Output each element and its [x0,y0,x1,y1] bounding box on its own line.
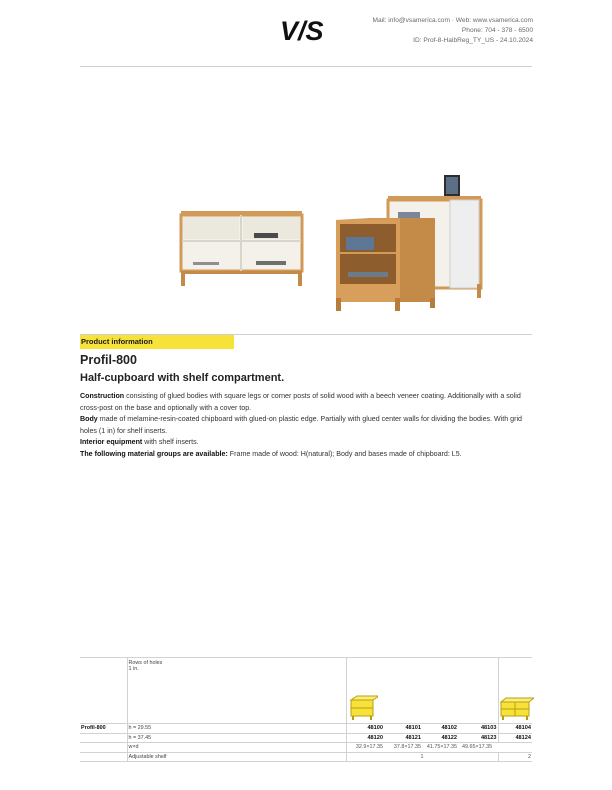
article-code: 48104 [498,724,532,734]
svg-text:V/S: V/S [280,16,324,45]
thumb-cell-small [346,658,498,724]
article-code: 48124 [498,733,532,743]
construction-text: consisting of glued bodies with square legs or corner posts of solid wood with a beech veneer coating. Additionally with a solid cross-post on the base and optionally with a cover top. [80,392,521,412]
height-label-1: h = 29.55 [127,724,346,734]
contact-phone: Phone: 704 - 378 - 6500 [461,27,533,34]
body-paragraph [80,414,532,437]
document-id: ID: Prof-8-HalbReg_TY_US - 24.10.2024 [413,37,533,44]
empty-cell [80,743,127,753]
dimension-value: 41.75×17.35 [422,743,458,753]
construction-paragraph [80,391,532,414]
product-image [80,162,532,312]
header-empty-cell [80,658,127,724]
shelf-unit-left [181,211,302,286]
construction-label: Construction [80,392,125,400]
spec-table [80,657,532,762]
contact-email-web: Mail: info@vsamerica.com · Web: www.vsamerica.com [372,17,533,24]
wd-label: w×d [127,743,346,753]
thumb-cell-wide [498,658,532,724]
front-cabinet [336,218,435,311]
article-code: 48100 [346,724,384,734]
header-divider [80,66,532,67]
article-code: 48123 [458,733,498,743]
product-description [80,391,532,461]
height-label-2: h = 37.45 [127,733,346,743]
materials-paragraph [80,449,532,461]
table-row [80,743,532,753]
article-code: 48103 [458,724,498,734]
dimension-value: 37.8×17.35 [384,743,422,753]
product-information-badge: Product information [80,335,234,349]
article-code: 48121 [384,733,422,743]
product-name: Profil-800 [80,353,137,367]
table-product-name: Profil-800 [80,724,127,734]
article-code: 48122 [422,733,458,743]
shelf-thumbnail-icon [348,692,378,722]
rows-of-holes-value: 1 in. [128,666,139,672]
body-label: Body [80,415,98,424]
empty-cell [80,733,127,743]
product-subtitle: Half-cupboard with shelf compartment. [80,372,285,384]
vs-logo [280,15,332,45]
article-code: 48102 [422,724,458,734]
empty-cell [80,752,127,762]
adjustable-shelf-label: Adjustable shelf [127,752,346,762]
table-row [80,752,532,762]
materials-text: Frame made of wood: H(natural); Body and bases made of chipboard: L5. [227,449,462,458]
table-row [80,724,532,734]
table-row [80,733,532,743]
article-code: 48101 [384,724,422,734]
shelf-count: 2 [498,752,532,762]
body-text: made of melamine-resin-coated chipboard with glued-on plastic edge. Partially with glued center walls for dividing the bodies. With grid holes (1 in) for shelf inserts. [80,415,523,435]
rows-of-holes-cell [127,658,346,724]
dimension-value: 32.9×17.35 [346,743,384,753]
table-header-row [80,658,532,724]
wide-shelf-thumbnail-icon [500,692,534,722]
article-code: 48120 [346,733,384,743]
shelf-count: 1 [346,752,498,762]
interior-label: Interior equipment [80,438,143,447]
interior-text: with shelf inserts. [142,438,199,447]
contact-info [373,16,533,46]
materials-label: The following material groups are available: [80,449,228,458]
rows-of-holes-label: Rows of holes [128,660,163,666]
interior-paragraph [80,437,532,449]
dimension-value: 49.65×17.35 [458,743,532,753]
